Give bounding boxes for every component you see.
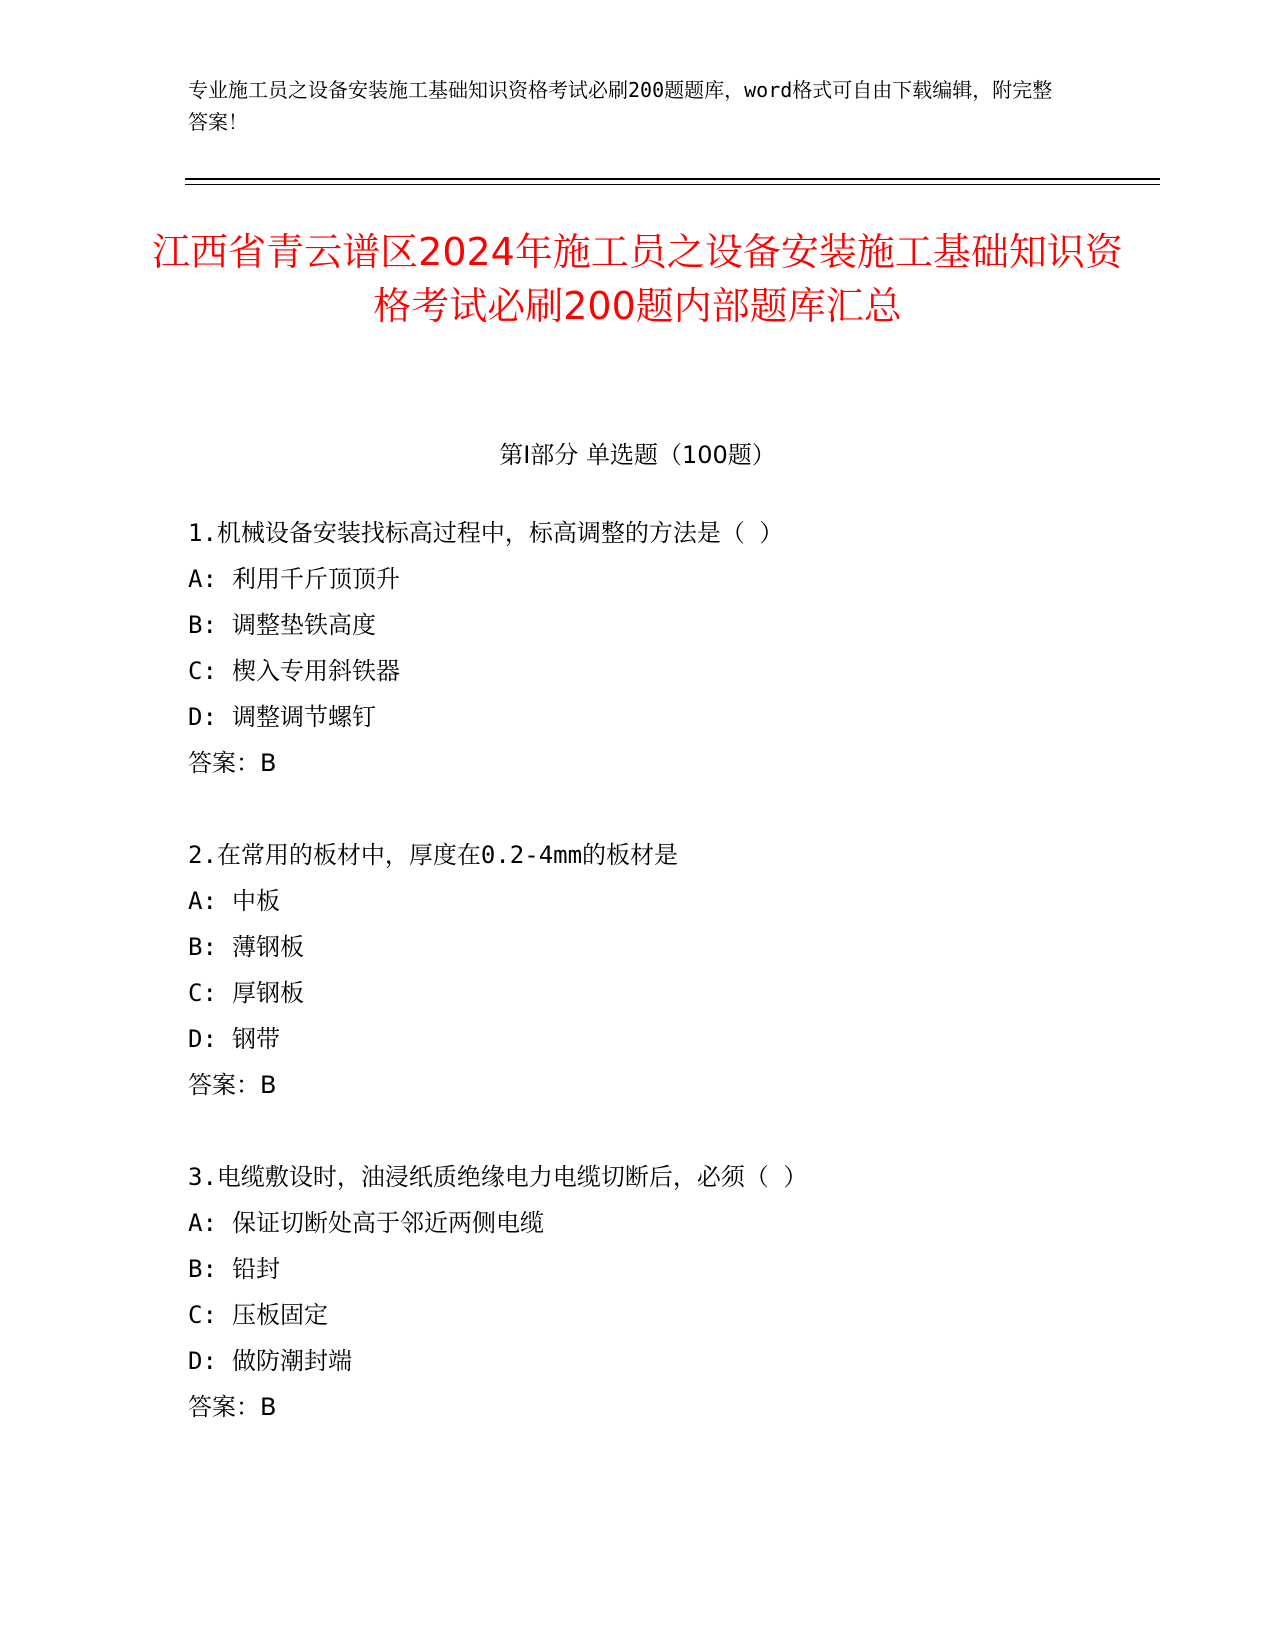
answer-line [188,1384,1148,1430]
option-text: 压板固定 [232,1301,328,1329]
option-label: D: [188,1025,217,1053]
question-3 [188,1154,1148,1430]
option-label: A: [188,1209,217,1237]
option-text: 做防潮封端 [232,1347,352,1375]
option-text: 保证切断处高于邻近两侧电缆 [232,1209,544,1237]
option-text: 钢带 [232,1025,280,1053]
answer-prefix: 答案： [188,1071,260,1099]
question-1 [188,510,1148,786]
option-label: D: [188,703,217,731]
option-c [188,648,1148,694]
document-title: 江西省青云谱区2024年施工员之设备安装施工基础知识资格考试必刷200题内部题库汇总 [152,230,1123,328]
question-2 [188,832,1148,1108]
option-d [188,694,1148,740]
option-text: 中板 [232,887,280,915]
answer-prefix: 答案： [188,749,260,777]
answer-prefix: 答案： [188,1393,260,1421]
question-stem: 1.机械设备安装找标高过程中，标高调整的方法是（ ） [188,519,784,547]
answer-line [188,740,1148,786]
option-b [188,602,1148,648]
option-a [188,556,1148,602]
answer-value: B [260,749,277,777]
answer-value: B [260,1071,277,1099]
option-text: 调整垫铁高度 [232,611,376,639]
option-label: B: [188,933,217,961]
option-b [188,924,1148,970]
option-label: D: [188,1347,217,1375]
answer-value: B [260,1393,277,1421]
option-d [188,1338,1148,1384]
answer-line [188,1062,1148,1108]
option-text: 厚钢板 [232,979,304,1007]
question-stem: 2.在常用的板材中，厚度在0.2-4mm的板材是 [188,841,679,869]
option-b [188,1246,1148,1292]
option-a [188,878,1148,924]
option-text: 薄钢板 [232,933,304,961]
option-c [188,970,1148,1016]
question-stem: 3.电缆敷设时，油浸纸质绝缘电力电缆切断后，必须（ ） [188,1163,808,1191]
header-note: 专业施工员之设备安装施工基础知识资格考试必刷200题题库，word格式可自由下载编辑，附完整答案！ [188,78,1053,134]
option-label: A: [188,565,217,593]
option-c [188,1292,1148,1338]
option-label: B: [188,611,217,639]
option-text: 利用千斤顶顶升 [232,565,400,593]
option-text: 楔入专用斜铁器 [232,657,400,685]
option-text: 铅封 [232,1255,280,1283]
header-rule-thin [185,184,1160,185]
option-a [188,1200,1148,1246]
option-label: C: [188,657,217,685]
section-heading: 第I部分 单选题（100题） [499,441,776,469]
header-rule-thick [185,178,1160,180]
option-label: C: [188,1301,217,1329]
option-label: C: [188,979,217,1007]
option-d [188,1016,1148,1062]
option-text: 调整调节螺钉 [232,703,376,731]
option-label: B: [188,1255,217,1283]
option-label: A: [188,887,217,915]
